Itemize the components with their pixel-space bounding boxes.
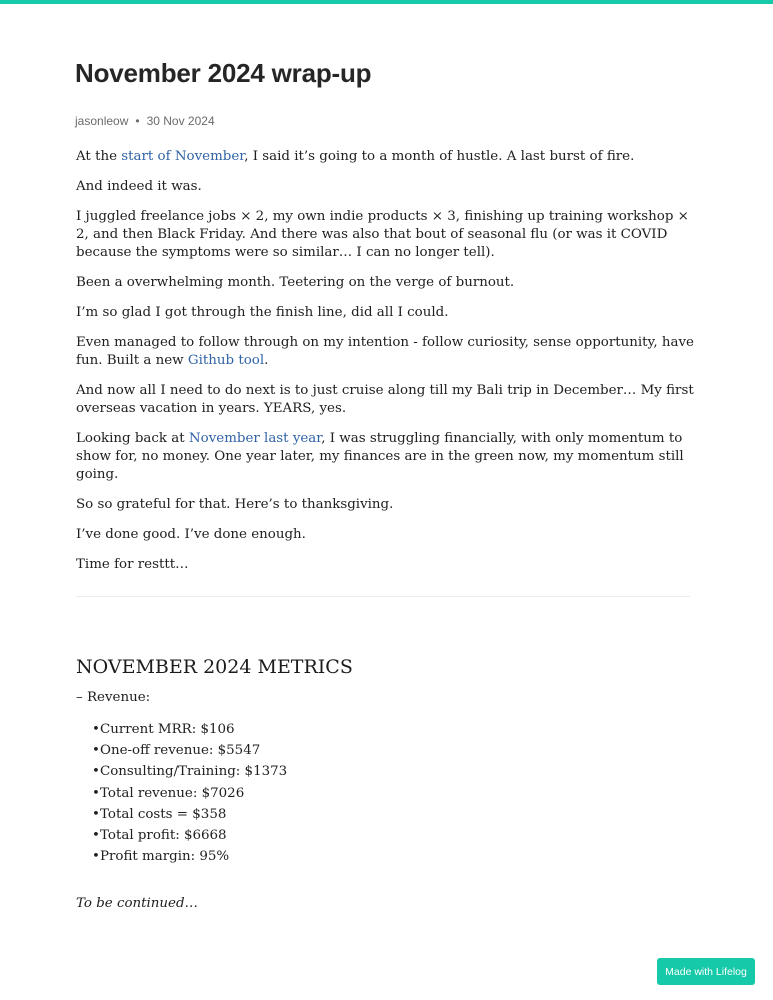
to-be-continued-text: To be continued…	[76, 896, 198, 911]
paragraph: Looking back at November last year, I was struggling financially, with only momentum to show for, no money. One year later, my finances are in the green now, my momentum still going.	[76, 431, 684, 482]
bullet: •	[92, 849, 100, 865]
list-item: •One-off revenue: $5547	[92, 743, 261, 759]
paragraph: Time for resttt…	[76, 557, 189, 572]
metrics-heading: NOVEMBER 2024 METRICS	[76, 656, 353, 678]
paragraph: Been a overwhelming month. Teetering on the verge of burnout.	[76, 275, 515, 290]
meta-separator: •	[135, 114, 140, 128]
post-date: 30 Nov 2024	[146, 114, 215, 128]
bullet: •	[92, 722, 100, 737]
paragraph: I juggled freelance jobs × 2, my own indie products × 3, finishing up training workshop × 2, and then Black Friday. And there was also that bout of seasonal flu (or was it COVID because the symptoms were so similar… I can no longer tell).	[76, 209, 689, 260]
top-accent-bar	[0, 0, 773, 4]
made-with-lifelog-button[interactable]: Made with Lifelog	[657, 958, 755, 985]
list-item: •Current MRR: $106	[92, 722, 235, 737]
post-title: November 2024 wrap-up	[75, 58, 372, 88]
bullet: •	[92, 743, 100, 759]
paragraph: I’ve done good. I’ve done enough.	[76, 527, 306, 542]
start-of-november-link[interactable]: start of November	[121, 149, 245, 164]
post-author[interactable]: jasonleow	[75, 114, 129, 128]
paragraph: I’m so glad I got through the finish line, did all I could.	[76, 305, 449, 320]
list-item: •Total profit: $6668	[92, 827, 227, 843]
github-tool-link[interactable]: Github tool	[187, 353, 265, 368]
paragraph: Even managed to follow through on my intention - follow curiosity, sense opportunity, have fun. Built a new Github tool.	[76, 335, 694, 368]
paragraph: And indeed it was.	[76, 179, 202, 194]
bullet: •	[92, 785, 100, 801]
revenue-label: – Revenue:	[76, 690, 151, 705]
november-last-year-link[interactable]: November last year	[188, 431, 322, 446]
list-item: •Consulting/Training: $1373	[92, 764, 288, 780]
paragraph: And now all I need to do next is to just cruise along till my Bali trip in December… My first overseas vacation in years. YEARS, yes.	[76, 383, 694, 416]
section-divider	[76, 596, 690, 597]
metrics-list	[92, 721, 287, 869]
paragraph: At the start of November, I said it’s going to a month of hustle. A last burst of fire.	[76, 149, 635, 164]
list-item: •Total revenue: $7026	[92, 785, 245, 801]
list-item: •Profit margin: 95%	[92, 849, 230, 865]
bullet: •	[92, 764, 100, 780]
bullet: •	[92, 827, 100, 843]
list-item: •Total costs = $358	[92, 806, 227, 822]
post-meta	[75, 114, 215, 128]
post-body	[76, 148, 694, 586]
bullet: •	[92, 806, 100, 822]
paragraph: So so grateful for that. Here’s to thanksgiving.	[76, 497, 394, 512]
